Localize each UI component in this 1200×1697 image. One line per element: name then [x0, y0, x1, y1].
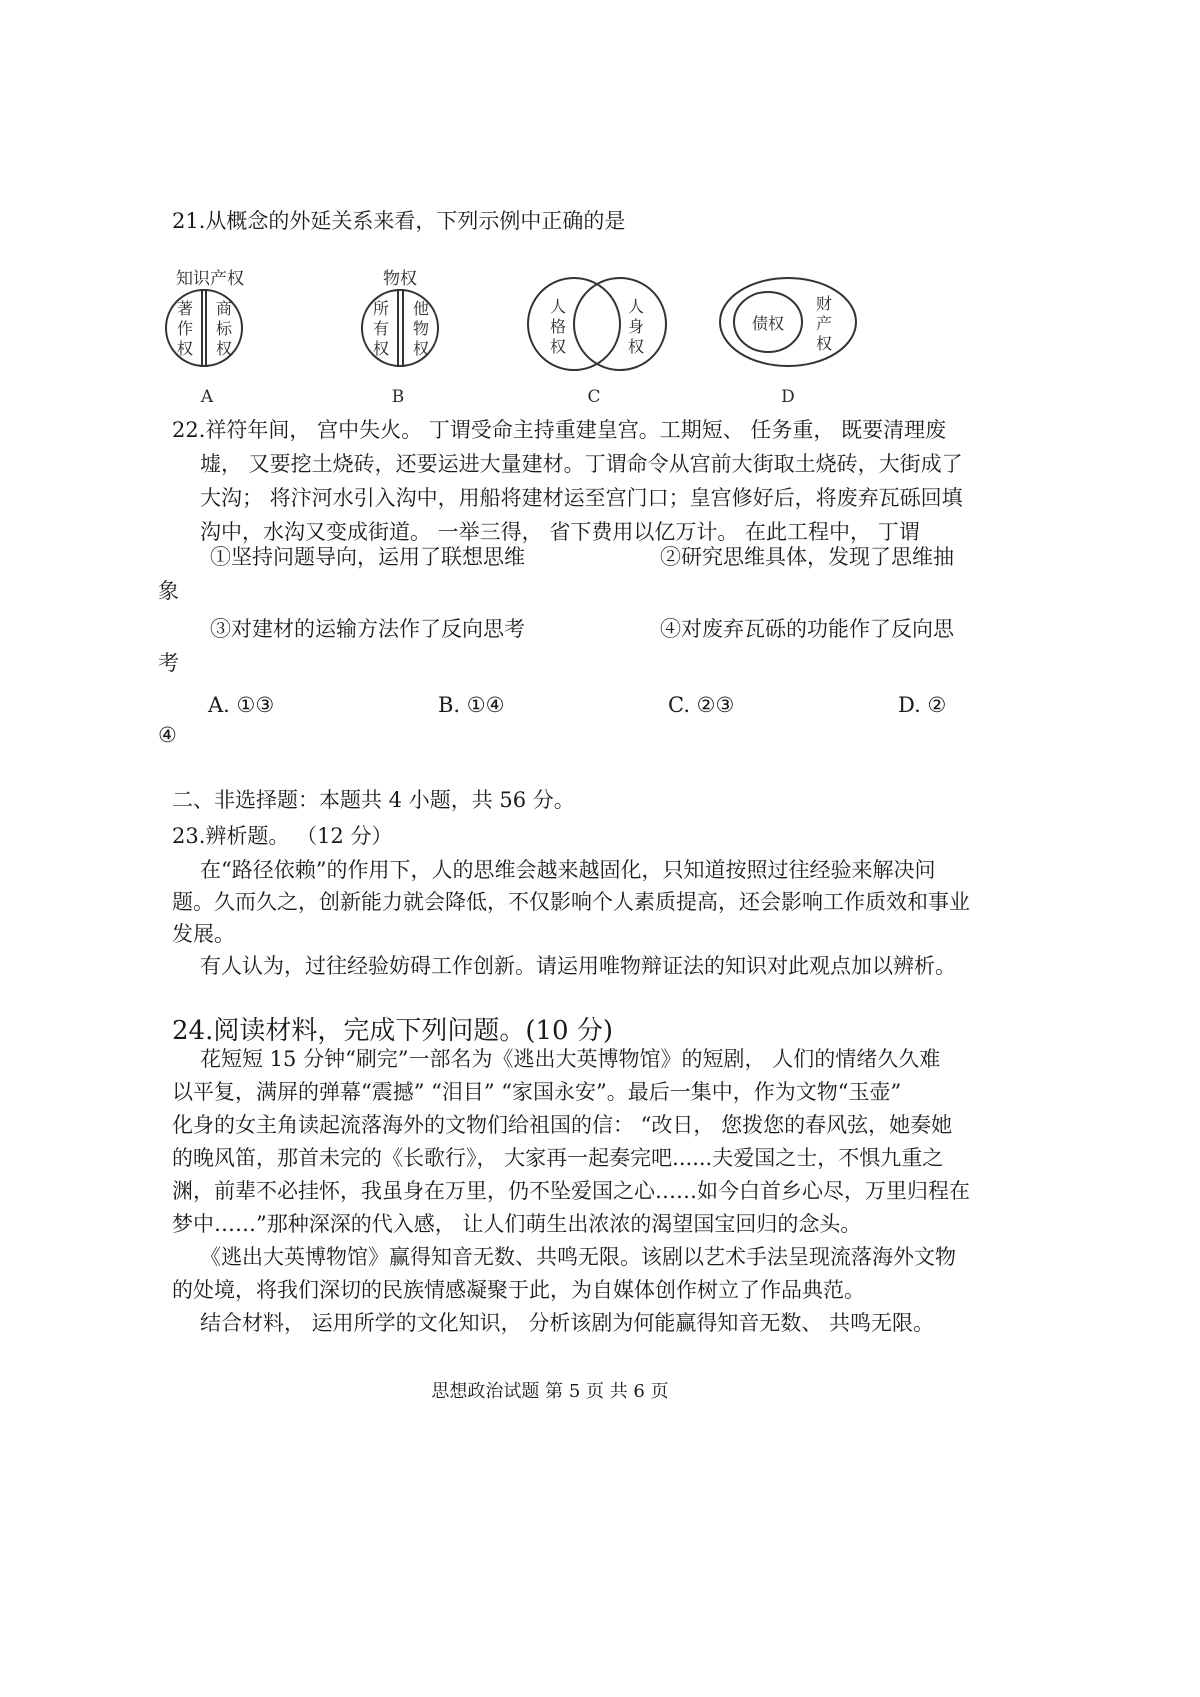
diagram-c-letter: C: [587, 387, 601, 407]
diagram-b-left-1: 所: [372, 299, 390, 318]
diagram-c-right-2: 身: [627, 317, 645, 336]
q21-stem: 21.从概念的外延关系来看，下列示例中正确的是: [172, 209, 626, 233]
q23-line-3: 发展。: [172, 922, 235, 946]
diagram-b-right-2: 物: [412, 319, 430, 338]
q22-line-2: 墟， 又要挖土烧砖，还要运进大量建材。丁谓命令从宫前大街取土烧砖，大街成了: [200, 452, 963, 476]
q22-option-4: ④对废弃瓦砾的功能作了反向思: [660, 617, 954, 641]
q23-line-1: 在“路径依赖”的作用下，人的思维会越来越固化，只知道按照过往经验来解决问: [200, 858, 936, 882]
diagram-a-left-2: 作: [176, 319, 194, 338]
diagram-c-right-1: 人: [627, 297, 645, 316]
q22-option-3: ③对建材的运输方法作了反向思考: [210, 617, 525, 641]
q22-choice-d: D. ②: [898, 693, 947, 717]
q22-line-4: 沟中，水沟又变成街道。 一举三得， 省下费用以亿万计。 在此工程中， 丁谓: [200, 520, 920, 544]
q22-option-1: ①坚持问题导向，运用了联想思维: [210, 545, 525, 569]
diagram-b-letter: B: [391, 387, 405, 407]
q21-diagram-c: [522, 262, 672, 416]
q24-line-8: 的处境，将我们深切的民族情感凝聚于此，为自媒体创作树立了作品典范。: [172, 1278, 865, 1302]
q24-line-9: 结合材料， 运用所学的文化知识， 分析该剧为何能赢得知音无数、 共鸣无限。: [200, 1311, 935, 1335]
q22-choice-a: A. ①③: [208, 693, 275, 717]
diagram-b-top-label: 物权: [383, 269, 417, 289]
diagram-d-letter: D: [781, 387, 795, 407]
q23-line-4: 有人认为，过往经验妨碍工作创新。请运用唯物辩证法的知识对此观点加以辨析。: [200, 954, 956, 978]
q22-choice-d-wrap: ④: [158, 723, 177, 747]
diagram-a-right-2: 标: [215, 319, 233, 338]
diagram-a-letter: A: [200, 387, 214, 407]
diagram-a-left-3: 权: [176, 339, 194, 358]
diagram-b-left-2: 有: [372, 319, 390, 338]
q22-option-4-wrap: 考: [158, 651, 179, 675]
diagram-d-outer-1: 财: [815, 294, 833, 313]
q24-line-4: 的晚风笛，那首未完的《长歌行》， 大家再一起奏完吧......夫爱国之士，不惧九重之: [172, 1146, 944, 1170]
q21-diagram-a: [160, 262, 260, 416]
q24-line-3: 化身的女主角读起流落海外的文物们给祖国的信： “改日， 您拨您的春风弦，她奏她: [172, 1113, 953, 1137]
q24-title: 24.阅读材料，完成下列问题。(10 分): [172, 1016, 613, 1046]
q24-line-7: 《逃出大英博物馆》赢得知音无数、共鸣无限。该剧以艺术手法呈现流落海外文物: [200, 1245, 956, 1269]
q22-choice-b: B. ①④: [438, 693, 505, 717]
diagram-b-left-3: 权: [372, 339, 390, 358]
q24-line-2: 以平复，满屏的弹幕“震撼” “泪目” “家国永安”。最后一集中，作为文物“玉壶”: [172, 1080, 902, 1104]
diagram-a-left-1: 著: [176, 299, 194, 318]
diagram-b-right-1: 他: [412, 299, 430, 318]
diagram-d-outer-2: 产: [815, 314, 833, 333]
diagram-d-inner: 债权: [751, 314, 785, 333]
diagram-d-outer-3: 权: [815, 334, 833, 353]
diagram-a-right-1: 商: [215, 299, 233, 318]
diagram-c-left-2: 格: [549, 317, 567, 336]
q22-line-1: 22.祥符年间， 宫中失火。 丁谓受命主持重建皇宫。工期短、 任务重， 既要清理废: [172, 418, 947, 442]
diagram-c-right-3: 权: [627, 337, 645, 356]
page-footer: 思想政治试题 第 5 页 共 6 页: [431, 1381, 669, 1402]
q23-title: 23.辨析题。 （12 分）: [172, 824, 393, 848]
q22-option-2-wrap: 象: [158, 579, 179, 603]
diagram-a-top-label: 知识产权: [176, 269, 244, 289]
diagram-b-right-3: 权: [412, 339, 430, 358]
q22-line-3: 大沟； 将汴河水引入沟中，用船将建材运至宫门口；皇宫修好后，将废弃瓦砾回填: [200, 486, 963, 510]
q24-line-1: 花短短 15 分钟“刷完”一部名为《逃出大英博物馆》的短剧， 人们的情绪久久难: [200, 1047, 941, 1071]
q22-choice-c: C. ②③: [668, 693, 735, 717]
q24-line-5: 渊，前辈不必挂怀，我虽身在万里，仍不坠爱国之心……如今白首乡心尽，万里归程在: [172, 1179, 970, 1203]
q24-line-6: 梦中……”那种深深的代入感， 让人们萌生出浓浓的渴望国宝回归的念头。: [172, 1212, 862, 1236]
q21-diagram-b: [350, 262, 450, 416]
section-2-header: 二、非选择题：本题共 4 小题，共 56 分。: [172, 788, 575, 812]
q23-line-2: 题。久而久之，创新能力就会降低，不仅影响个人素质提高，还会影响工作质效和事业: [172, 890, 970, 914]
diagram-c-left-3: 权: [549, 337, 567, 356]
q22-option-2: ②研究思维具体，发现了思维抽: [660, 545, 954, 569]
q21-diagram-d: [712, 262, 862, 416]
diagram-c-left-1: 人: [549, 297, 567, 316]
diagram-a-right-3: 权: [215, 339, 233, 358]
